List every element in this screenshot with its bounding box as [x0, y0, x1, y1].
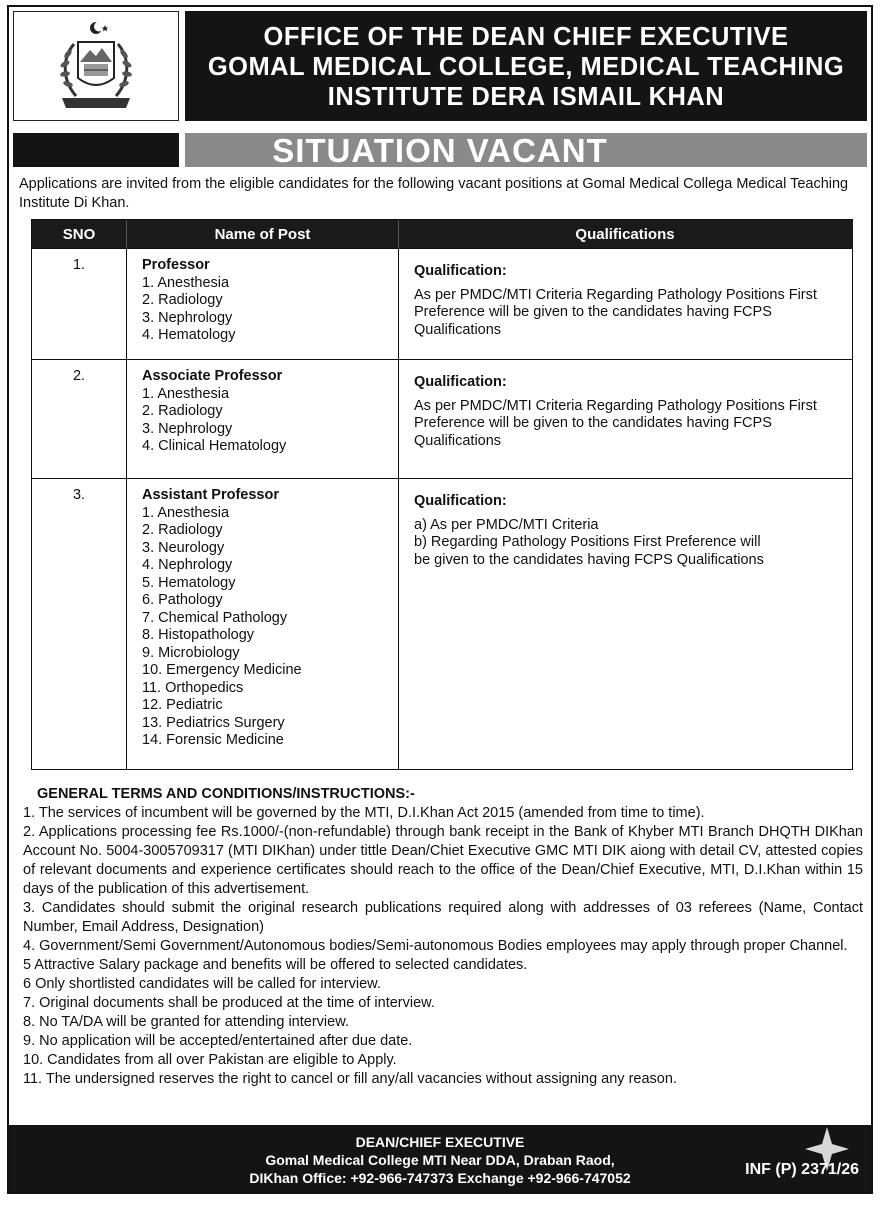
term-item: 1. The services of incumbent will be governed by the MTI, D.I.Khan Act 2015 (amended from time to time). [23, 805, 705, 821]
list-item: 3. Nephrology [142, 420, 233, 437]
post-title: Associate Professor [142, 368, 283, 384]
term-item: 4. Government/Semi Government/Autonomous bodies/Semi-autonomous Bodies employees may apply through proper Channel. [23, 938, 848, 954]
list-item: 8. Histopathology [142, 627, 255, 643]
list-item: 2. Radiology [142, 292, 223, 308]
footer-contact [9, 1133, 871, 1187]
term-item: 9. No application will be accepted/entertained after due date. [23, 1033, 413, 1049]
list-item: 4. Nephrology [142, 557, 233, 573]
term-item: 2. Applications processing fee Rs.1000/-(non-refundable) through bank receipt in the Bank of Khyber MTI Branch DHQTH DIKhan Account No. 5004-3005709317 (MTI DIKhan) under tittle Dean/Chiet Executive GMC MTI DIK aiong with detail CV, attested copies of relevant documents and experience certificates should reach to the office of the Dean/Chief Executive, MTI, D.I.Khan within 15 days of the publication of this advertisement. [23, 824, 863, 897]
list-item: 3. Nephrology [142, 309, 233, 326]
header [9, 7, 871, 127]
terms-section [23, 785, 863, 1089]
qualification-label: Qualification: [414, 263, 507, 279]
row-sno: 2. [32, 360, 127, 478]
qualification-line: Qualifications [414, 432, 502, 449]
list-item: 9. Microbiology [142, 644, 240, 661]
terms-heading: GENERAL TERMS AND CONDITIONS/INSTRUCTIONS:- [37, 786, 415, 802]
intro-paragraph: Applications are invited from the eligible candidates for the following vacant positions at Gomal Medical Collega Medical Teaching Institute Di Khan. [19, 176, 849, 211]
list-item: 6. Pathology [142, 592, 223, 608]
qualification-line: a) As per PMDC/MTI Criteria [414, 516, 599, 533]
footer-line-phone: DIKhan Office: +92-966-747373 Exchange +92-966-747052 [249, 1170, 631, 1186]
row-post [127, 360, 399, 478]
qualification-label: Qualification: [414, 493, 507, 509]
advertisement-page [7, 5, 873, 1194]
banner-title: SITUATION VACANT [272, 132, 608, 169]
term-item: 8. No TA/DA will be granted for attending interview. [23, 1014, 349, 1030]
row-post [127, 479, 399, 769]
qualification-label: Qualification: [414, 374, 507, 390]
list-item: 13. Pediatrics Surgery [142, 714, 285, 731]
vacancy-table [31, 219, 853, 770]
header-qualifications: Qualifications [575, 225, 675, 243]
inf-number: INF (P) 2371/26 [745, 1161, 859, 1178]
term-item: 3. Candidates should submit the original research publications required along with addresses of 03 referees (Name, Contact Number, Email Address, Designation) [23, 900, 863, 935]
list-item: 10. Emergency Medicine [142, 662, 302, 678]
qualification-line: As per PMDC/MTI Criteria Regarding Pathology Positions First [414, 286, 817, 303]
qualification-line: As per PMDC/MTI Criteria Regarding Pathology Positions First [414, 397, 817, 414]
qualification-line: Preference will be given to the candidates having FCPS [414, 415, 772, 431]
list-item: 2. Radiology [142, 522, 223, 538]
row-qualification [399, 479, 851, 769]
qualification-line: Qualifications [414, 321, 502, 338]
header-name-of-post: Name of Post [127, 220, 399, 248]
title-line-3: INSTITUTE DERA ISMAIL KHAN [327, 81, 725, 111]
list-item: 11. Orthopedics [142, 679, 244, 696]
header-sno: SNO [32, 220, 127, 248]
list-item: 3. Neurology [142, 539, 225, 556]
post-title: Assistant Professor [142, 487, 279, 503]
table-row [32, 478, 852, 769]
footer [9, 1125, 871, 1192]
qualification-line: be given to the candidates having FCPS Qualifications [414, 551, 764, 568]
list-item: 14. Forensic Medicine [142, 732, 284, 748]
qualification-line: b) Regarding Pathology Positions First Preference will [414, 534, 761, 550]
row-qualification [399, 360, 851, 478]
kpk-emblem-icon [44, 18, 148, 116]
row-qualification [399, 249, 851, 359]
footer-line-title: DEAN/CHIEF EXECUTIVE [355, 1134, 525, 1150]
table-row [32, 248, 852, 359]
table-header [32, 220, 852, 248]
list-item: 1. Anesthesia [142, 385, 230, 402]
list-item: 5. Hematology [142, 574, 236, 591]
title-line-1: OFFICE OF THE DEAN CHIEF EXECUTIVE [263, 21, 789, 51]
row-post [127, 249, 399, 359]
qualification-line: Preference will be given to the candidates having FCPS [414, 304, 772, 320]
office-title-block [185, 11, 867, 121]
list-item: 1. Anesthesia [142, 274, 230, 291]
title-line-2: GOMAL MEDICAL COLLEGE, MEDICAL TEACHING [207, 51, 845, 81]
term-item: 11. The undersigned reserves the right to cancel or fill any/all vacancies without assigning any reason. [23, 1071, 677, 1087]
list-item: 7. Chemical Pathology [142, 609, 288, 626]
list-item: 2. Radiology [142, 403, 223, 419]
footer-line-address: Gomal Medical College MTI Near DDA, Draban Raod, [265, 1152, 615, 1168]
post-title: Professor [142, 257, 210, 273]
table-row [32, 359, 852, 478]
list-item: 4. Hematology [142, 327, 236, 343]
term-item: 5 Attractive Salary package and benefits will be offered to selected candidates. [23, 957, 528, 973]
emblem-logo [13, 11, 179, 121]
row-sno: 3. [32, 479, 127, 769]
list-item: 4. Clinical Hematology [142, 438, 287, 454]
situation-vacant-banner [9, 129, 871, 171]
list-item: 12. Pediatric [142, 697, 223, 713]
term-item: 7. Original documents shall be produced at the time of interview. [23, 995, 435, 1011]
term-item: 6 Only shortlisted candidates will be called for interview. [23, 976, 381, 992]
list-item: 1. Anesthesia [142, 504, 230, 521]
row-sno: 1. [32, 249, 127, 359]
term-item: 10. Candidates from all over Pakistan are eligible to Apply. [23, 1052, 397, 1068]
